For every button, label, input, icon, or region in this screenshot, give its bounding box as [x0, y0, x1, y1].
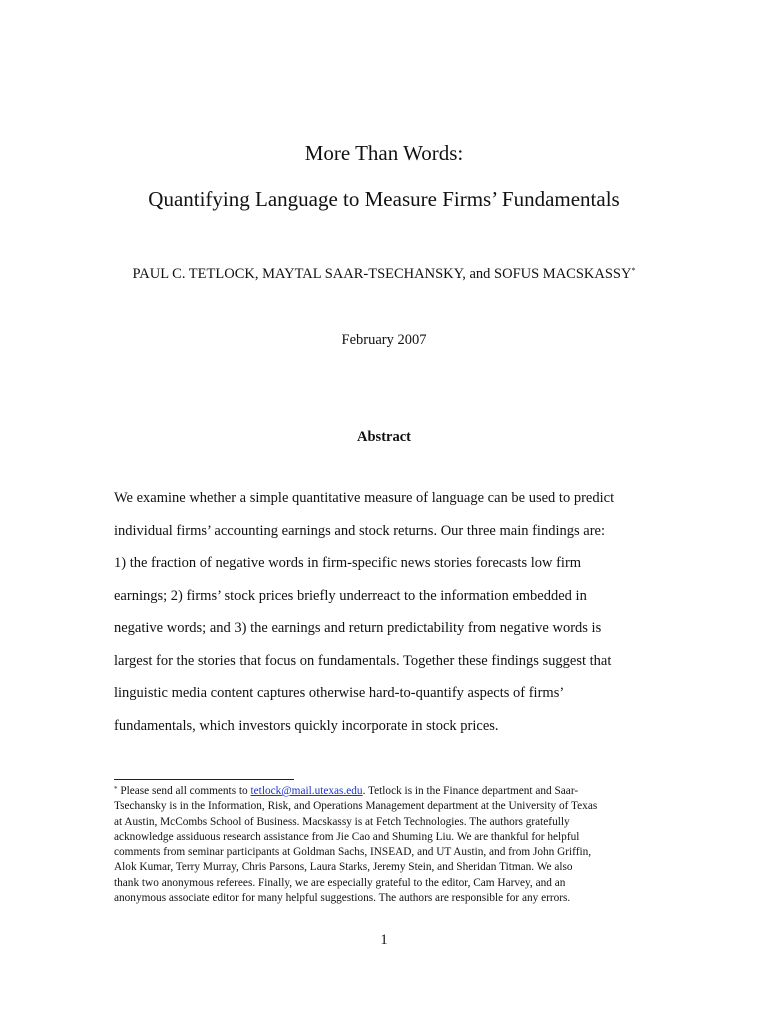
paper-title-line-1: More Than Words:	[304, 141, 464, 165]
abstract-line: negative words; and 3) the earnings and return predictability from negative words is	[114, 620, 602, 636]
paper-title-line-2: Quantifying Language to Measure Firms’ Fundamentals	[148, 187, 620, 211]
abstract-line: We examine whether a simple quantitative measure of language can be used to predict	[114, 490, 615, 506]
footnote-line: acknowledge assiduous research assistance from Jie Cao and Shuming Liu. We are thankful for helpful	[114, 830, 580, 843]
author-names: PAUL C. TETLOCK, MAYTAL SAAR-TSECHANSKY, and SOFUS MACSKASSY	[132, 266, 632, 282]
footnote-mark: *	[114, 785, 118, 793]
page-number: 1	[380, 932, 388, 948]
abstract-line: fundamentals, which investors quickly incorporate in stock prices.	[114, 717, 499, 734]
author-list	[0, 264, 768, 284]
author-footnote-mark[interactable]: *	[631, 266, 636, 275]
publication-date: February 2007	[341, 332, 427, 348]
abstract-line: earnings; 2) firms’ stock prices briefly underreact to the information embedded in	[114, 587, 587, 604]
footnote-text: . Tetlock is in the Finance department and Saar-	[362, 785, 579, 797]
footnote-divider	[114, 779, 294, 780]
footnote-line: at Austin, McCombs School of Business. Macskassy is at Fetch Technologies. The authors gratefully	[114, 815, 570, 828]
footnote-line: thank two anonymous referees. Finally, we are especially grateful to the editor, Cam Harvey, and an	[114, 876, 566, 889]
footnote-line: Tsechansky is in the Information, Risk, and Operations Management department at the University of Texas	[114, 800, 598, 813]
footnote-line: Alok Kumar, Terry Murray, Chris Parsons, Laura Starks, Jeremy Stein, and Sheridan Titman. We also	[114, 861, 573, 874]
abstract-line: 1) the fraction of negative words in firm-specific news stories forecasts low firm	[114, 555, 582, 571]
author-footnote	[114, 784, 659, 906]
footnote-line	[114, 784, 659, 799]
abstract-body	[114, 488, 674, 748]
abstract-line: individual firms’ accounting earnings and stock returns. Our three main findings are:	[114, 522, 605, 539]
abstract-line: linguistic media content captures otherwise hard-to-quantify aspects of firms’	[114, 685, 565, 701]
email-link[interactable]: tetlock@mail.utexas.edu	[250, 785, 363, 797]
abstract-line: largest for the stories that focus on fundamentals. Together these findings suggest that	[114, 652, 612, 669]
footnote-line: comments from seminar participants at Goldman Sachs, INSEAD, and UT Austin, and from John Griffin,	[114, 846, 592, 859]
abstract-heading: Abstract	[357, 429, 411, 445]
footnote-text: Please send all comments to	[117, 785, 251, 797]
footnote-line: anonymous associate editor for many helpful suggestions. The authors are responsible for any errors.	[114, 892, 571, 905]
